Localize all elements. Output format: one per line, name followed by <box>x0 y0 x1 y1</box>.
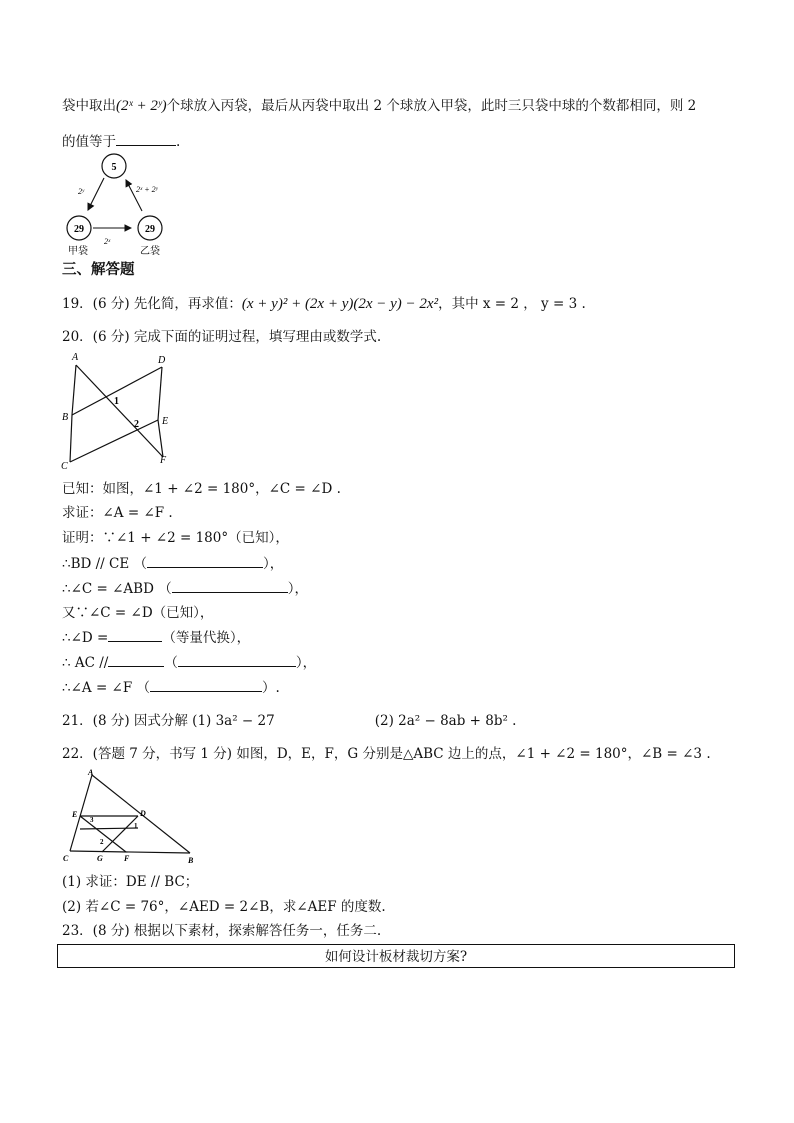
angle-1-label: 1 <box>134 822 138 830</box>
answer-blank[interactable] <box>150 677 262 692</box>
q20-proof-step-1: 证明：∵∠1 + ∠2 = 180°（已知）， <box>62 530 289 546</box>
q18-line1: 袋中取出(2ˣ + 2ʸ)个球放入丙袋，最后从丙袋中取出 2 个球放入甲袋，此时三只袋中球的个数都相同，则 2 <box>62 98 697 114</box>
question-23: 23．(8 分) 根据以下素材，探索解答任务一，任务二. <box>62 923 382 939</box>
q20-proof-step-7: ∴∠A = ∠F （ ）. <box>62 677 280 698</box>
q20-prove: 求证：∠A = ∠F . <box>62 505 173 521</box>
q20-given: 已知：如图，∠1 + ∠2 = 180°，∠C = ∠D . <box>62 481 341 497</box>
answer-blank[interactable] <box>178 652 296 667</box>
arrow-bottom-label: 2ˣ <box>104 237 111 246</box>
answer-blank[interactable] <box>172 578 288 593</box>
answer-blank[interactable] <box>108 652 164 667</box>
answer-blank[interactable] <box>116 131 176 146</box>
q18-bag-diagram <box>58 150 188 258</box>
answer-blank[interactable] <box>108 627 162 642</box>
answer-blank[interactable] <box>147 553 263 568</box>
label-B: B <box>62 412 69 423</box>
q18-line2: 的值等于 . <box>62 131 180 152</box>
label-C: C <box>63 854 69 863</box>
q20-proof-step-5: ∴∠D = （等量代换）， <box>62 627 250 648</box>
label-C: C <box>61 461 68 472</box>
angle-2-label: 2 <box>100 838 104 846</box>
question-19: 19．(6 分) 先化简，再求值：(x + y)² + (2x + y)(2x − y) − 2x²，其中 x = 2 ， y = 3 . <box>62 296 586 312</box>
label-F: F <box>124 854 130 863</box>
q20-proof-step-3: ∴∠C = ∠ABD （ ）， <box>62 578 308 599</box>
question-20: 20．(6 分) 完成下面的证明过程，填写理由或数学式. <box>62 329 382 345</box>
section-title: 三、解答题 <box>62 261 135 278</box>
angle-2-label: 2 <box>134 419 139 430</box>
angle-1-label: 1 <box>114 396 119 407</box>
question-22: 22．(答题 7 分，书写 1 分) 如图，D，E，F，G 分别是△ABC 边上的点，∠1 + ∠2 = 180°，∠B = ∠3 . <box>62 746 711 762</box>
q18-expr: (2ˣ + 2ʸ) <box>116 98 167 114</box>
bag-c-value: 5 <box>111 162 117 173</box>
bag-b-value: 29 <box>145 224 155 235</box>
angle-3-label: 3 <box>90 816 94 824</box>
label-E: E <box>72 810 78 819</box>
label-A: A <box>88 768 94 777</box>
q20-proof-step-4: 又∵∠C = ∠D（已知）， <box>62 605 214 621</box>
q20-proof-step-6: ∴ AC // （ ）， <box>62 652 316 673</box>
q22-sub1: (1) 求证：DE // BC； <box>62 874 199 890</box>
q22-figure <box>60 766 200 864</box>
bag-a-value: 29 <box>74 224 84 235</box>
q20-figure <box>58 350 176 472</box>
label-B: B <box>188 856 194 864</box>
label-D: D <box>140 809 146 818</box>
bag-a-label: 甲袋 <box>68 246 88 257</box>
label-F: F <box>160 455 167 466</box>
bag-b-label: 乙袋 <box>140 246 160 257</box>
q22-sub2: (2) 若∠C = 76°，∠AED = 2∠B，求∠AEF 的度数. <box>62 899 386 915</box>
q20-proof-step-2: ∴BD // CE （ ）， <box>62 553 283 574</box>
arrow-left-label: 2ʸ <box>78 187 85 196</box>
label-A: A <box>72 352 79 363</box>
label-D: D <box>158 355 166 366</box>
label-E: E <box>162 416 169 427</box>
arrow-right-label: 2ˣ + 2ʸ <box>136 185 158 194</box>
q23-title-box: 如何设计板材裁切方案? <box>57 944 735 968</box>
label-G: G <box>97 854 103 863</box>
arrow-c-to-a <box>88 178 104 210</box>
question-21: 21．(8 分) 因式分解 (1) 3a² − 27 (2) 2a² − 8ab + 8b² . <box>62 713 517 729</box>
